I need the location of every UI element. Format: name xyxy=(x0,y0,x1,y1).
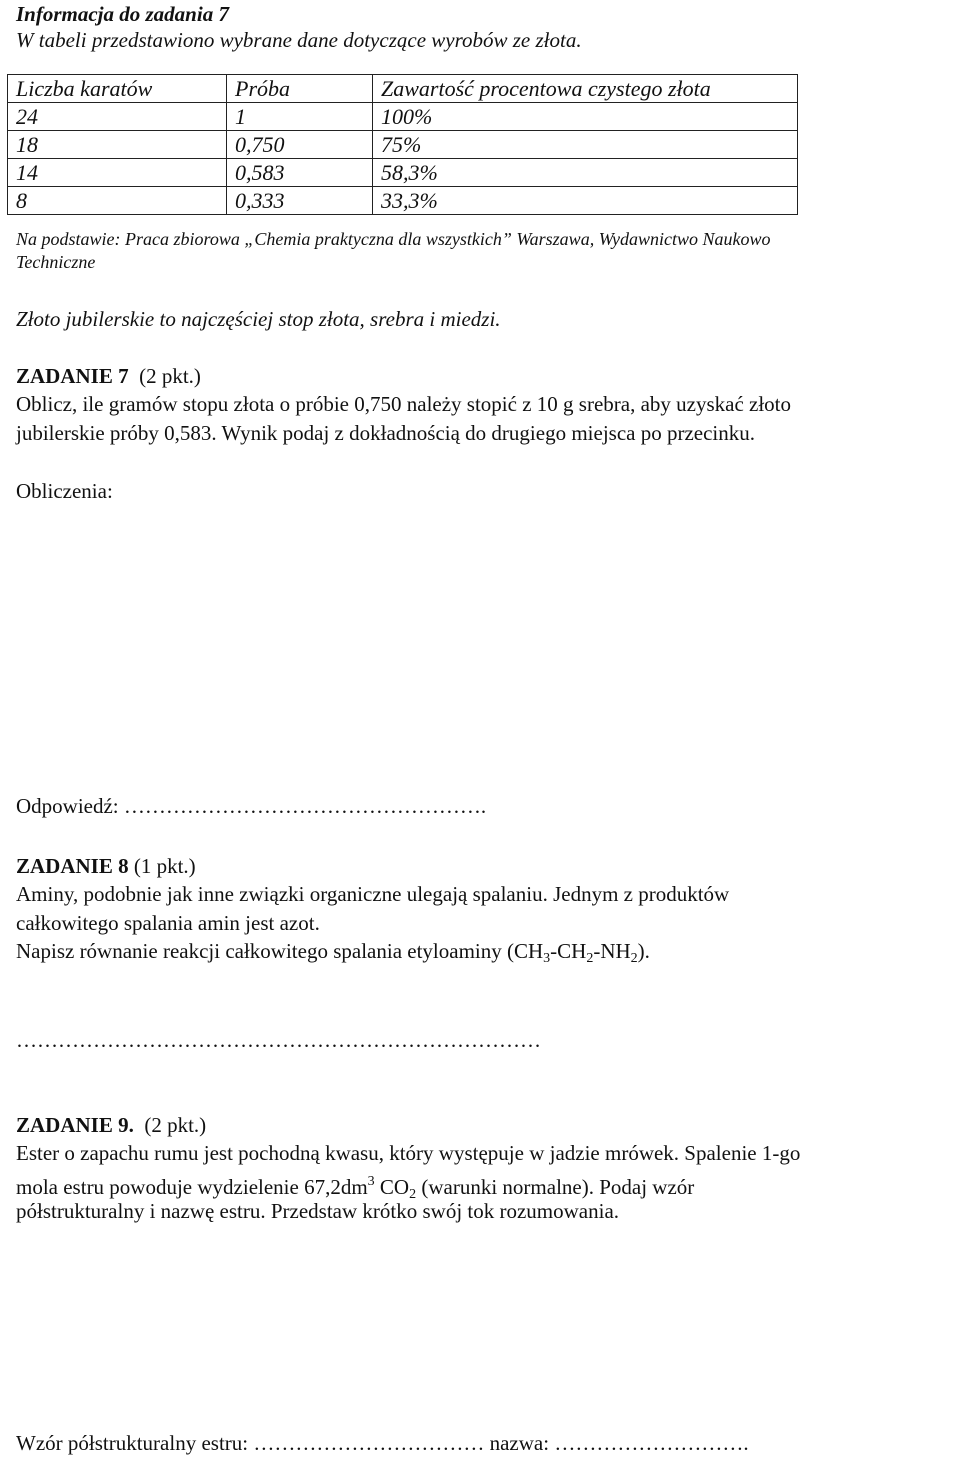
gold-note: Złoto jubilerskie to najczęściej stop złota, srebra i miedzi. xyxy=(16,307,501,331)
table-cell: 100% xyxy=(373,103,798,131)
table-row xyxy=(8,103,798,131)
task8-heading xyxy=(16,853,196,879)
task8-answer-blank[interactable]: ………………………………………………………………… xyxy=(16,1028,541,1052)
subscript: 2 xyxy=(586,951,594,966)
table-cell: 0,583 xyxy=(227,159,373,187)
gold-table xyxy=(7,74,798,215)
subscript: 3 xyxy=(543,951,551,966)
table-row xyxy=(8,187,798,215)
table-cell: 58,3% xyxy=(373,159,798,187)
table-cell: 14 xyxy=(8,159,227,187)
answer-line xyxy=(16,793,486,819)
table-header-cell: Liczba karatów xyxy=(8,75,227,103)
table-cell: 0,333 xyxy=(227,187,373,215)
calc-label: Obliczenia: xyxy=(16,479,113,503)
answer-label: Odpowiedź: xyxy=(16,794,119,818)
name-blank[interactable]: ………………………. xyxy=(554,1431,749,1455)
task8-line-1: Aminy, podobnie jak inne związki organiczne ulegają spalaniu. Jednym z produktów xyxy=(16,882,730,906)
task8-line-3-text: Napisz równanie reakcji całkowitego spalania etyloaminy (CH xyxy=(16,939,544,963)
source-line-2: Techniczne xyxy=(16,252,96,272)
task7-points: (2 pkt.) xyxy=(139,364,201,388)
task9-line-2-end: (warunki normalne). Podaj wzór xyxy=(416,1175,695,1199)
table-cell: 18 xyxy=(8,131,227,159)
table-header-row xyxy=(8,75,798,103)
task9-answer-line xyxy=(16,1430,749,1456)
task8-title: ZADANIE 8 xyxy=(16,854,129,878)
task9-heading xyxy=(16,1112,206,1138)
info-title: Informacja do zadania 7 xyxy=(16,2,229,26)
task9-line-2-text: mola estru powoduje wydzielenie 67,2dm xyxy=(16,1175,368,1199)
formula-label: Wzór półstrukturalny estru: xyxy=(16,1431,249,1455)
task9-line-3: półstrukturalny i nazwę estru. Przedstaw krótko swój tok rozumowania. xyxy=(16,1199,620,1223)
table-cell: 0,750 xyxy=(227,131,373,159)
task7-line-2: jubilerskie próby 0,583. Wynik podaj z dokładnością do drugiego miejsca po przecinku. xyxy=(16,421,756,445)
task8-line-2: całkowitego spalania amin jest azot. xyxy=(16,911,320,935)
task7-heading xyxy=(16,363,201,389)
table-cell: 1 xyxy=(227,103,373,131)
name-label: nazwa: xyxy=(489,1431,550,1455)
answer-blank[interactable]: ……………………………………………. xyxy=(123,794,487,818)
task7-title: ZADANIE 7 xyxy=(16,364,129,388)
subscript: 2 xyxy=(409,1187,417,1202)
info-intro: W tabeli przedstawiono wybrane dane dotyczące wyrobów ze złota. xyxy=(16,28,582,52)
table-cell: 8 xyxy=(8,187,227,215)
task7-line-1: Oblicz, ile gramów stopu złota o próbie 0,750 należy stopić z 10 g srebra, aby uzyskać złoto xyxy=(16,392,792,416)
table-row xyxy=(8,159,798,187)
subscript: 2 xyxy=(630,951,638,966)
task8-line-3 xyxy=(16,938,650,972)
formula-blank[interactable]: …………………………… xyxy=(253,1431,485,1455)
task9-line-1: Ester o zapachu rumu jest pochodną kwasu, który występuje w jadzie mrówek. Spalenie 1-go xyxy=(16,1141,801,1165)
table-cell: 75% xyxy=(373,131,798,159)
table-header-cell: Zawartość procentowa czystego złota xyxy=(373,75,798,103)
source-line-1: Na podstawie: Praca zbiorowa „Chemia praktyczna dla wszystkich” Warszawa, Wydawnictwo Naukowo xyxy=(16,229,771,249)
formula-part: -CH xyxy=(550,939,587,963)
task8-points: (1 pkt.) xyxy=(133,854,196,878)
table-header-cell: Próba xyxy=(227,75,373,103)
table-row xyxy=(8,131,798,159)
superscript: 3 xyxy=(367,1174,375,1189)
formula-part: ). xyxy=(637,939,650,963)
formula-part: CO xyxy=(374,1175,410,1199)
task9-points: (2 pkt.) xyxy=(144,1113,207,1137)
task9-title: ZADANIE 9. xyxy=(16,1113,134,1137)
table-cell: 24 xyxy=(8,103,227,131)
table-cell: 33,3% xyxy=(373,187,798,215)
formula-part: -NH xyxy=(593,939,631,963)
